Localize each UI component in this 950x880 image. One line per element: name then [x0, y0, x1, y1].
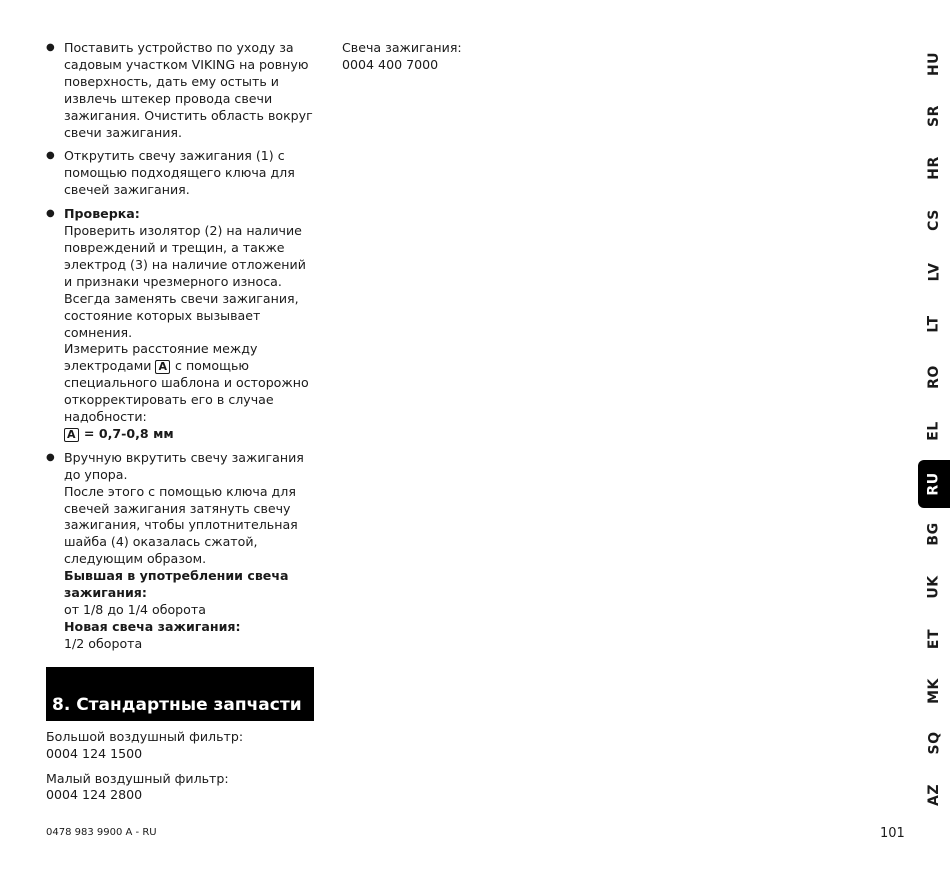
part-item: [46, 771, 314, 805]
list-item: [46, 148, 314, 199]
inspection-text-3: [64, 341, 314, 426]
tab-label: AZ: [926, 784, 942, 806]
tab-mk[interactable]: [918, 672, 950, 710]
tab-sr[interactable]: [918, 97, 950, 135]
tab-label: RU: [926, 472, 942, 496]
section-title: 8. Стандартные запчасти: [52, 694, 302, 715]
part-item: [46, 729, 314, 763]
tab-label: LT: [926, 315, 942, 333]
tab-az[interactable]: [918, 776, 950, 814]
part-number: 0004 400 7000: [342, 56, 439, 72]
tab-label: EL: [925, 421, 942, 441]
inspection-text-1: Проверить изолятор (2) на наличие повреждений и трещин, а также электрод (3) на наличие отложений и признаки чрезмерного износа.: [64, 223, 306, 289]
main-column: [46, 40, 314, 804]
new-plug-title: Новая свеча зажигания:: [64, 618, 241, 634]
label-a-box: A: [64, 428, 79, 442]
tighten-text-2: После этого с помощью ключа для свечей зажигания затянуть свечу зажигания, чтобы уплотнительная шайба (4) оказалась сжатой, следующим образом.: [64, 483, 298, 567]
tab-et[interactable]: [918, 620, 950, 658]
tab-label: RO: [926, 365, 942, 389]
tab-label: BG: [925, 522, 942, 546]
tab-label: HU: [926, 51, 942, 77]
tab-lv[interactable]: [918, 253, 950, 291]
instruction-text: Открутить свечу зажигания (1) с помощью подходящего ключа для свечей зажигания.: [64, 148, 295, 198]
measure-text-a: Измерить расстояние между электродами: [64, 341, 258, 374]
inspection-text-2: Всегда заменять свечи зажигания, состояние которых вызывает сомнения.: [64, 290, 299, 340]
tab-sq[interactable]: [918, 724, 950, 762]
measure-text-b: с помощью специального шаблона и осторожно откорректировать его в случае надобности:: [64, 358, 309, 425]
tab-label: ET: [926, 628, 942, 650]
part-label: Большой воздушный фильтр:: [46, 728, 244, 744]
tab-ro[interactable]: [918, 358, 950, 396]
tab-uk[interactable]: [918, 568, 950, 606]
list-item: [46, 40, 314, 141]
tab-ru[interactable]: [918, 460, 950, 508]
second-column: [342, 40, 542, 74]
list-item-tighten: [46, 450, 314, 653]
tab-label: UK: [926, 575, 942, 599]
tab-el[interactable]: [918, 412, 950, 450]
tab-cs[interactable]: [918, 201, 950, 239]
tab-hu[interactable]: [918, 45, 950, 83]
tighten-text-1: ● Вручную вкрутить свечу зажигания до упора.: [64, 449, 304, 482]
page-number: 101: [880, 826, 905, 841]
instruction-text: Поставить устройство по уходу за садовым участком VIKING на ровную поверхность, дать ему остыть и извлечь штекер провода свечи зажигания. Очистить область вокруг свечи зажигания.: [64, 40, 313, 140]
part-number: 0004 124 2800: [46, 787, 143, 803]
label-a-box: A: [155, 360, 170, 374]
part-label: Малый воздушный фильтр:: [46, 770, 229, 786]
part-number: 0004 124 1500: [46, 745, 143, 761]
list-item-inspection: [46, 206, 314, 443]
new-plug-value: 1/2 оборота: [64, 635, 143, 651]
used-plug-title: Бывшая в употреблении свеча зажигания:: [64, 568, 289, 601]
tab-label: MK: [926, 678, 942, 704]
tab-bg[interactable]: [918, 515, 950, 553]
tab-label: HR: [926, 156, 942, 180]
tab-lt[interactable]: [918, 305, 950, 343]
tab-label: LV: [925, 262, 942, 282]
used-plug-value: от 1/8 до 1/4 оборота: [64, 602, 206, 617]
section-heading: [46, 667, 314, 721]
part-label: Свеча зажигания:: [342, 40, 462, 55]
electrode-gap: [64, 426, 314, 443]
document-id: 0478 983 9900 A - RU: [46, 827, 157, 838]
tab-hr[interactable]: [918, 149, 950, 187]
tab-label: CS: [926, 209, 942, 231]
tab-label: SR: [926, 105, 942, 127]
inspection-title: ● Проверка:: [64, 206, 140, 222]
electrode-gap-value: = 0,7-0,8 мм: [83, 425, 174, 441]
tab-label: SQ: [925, 731, 942, 755]
